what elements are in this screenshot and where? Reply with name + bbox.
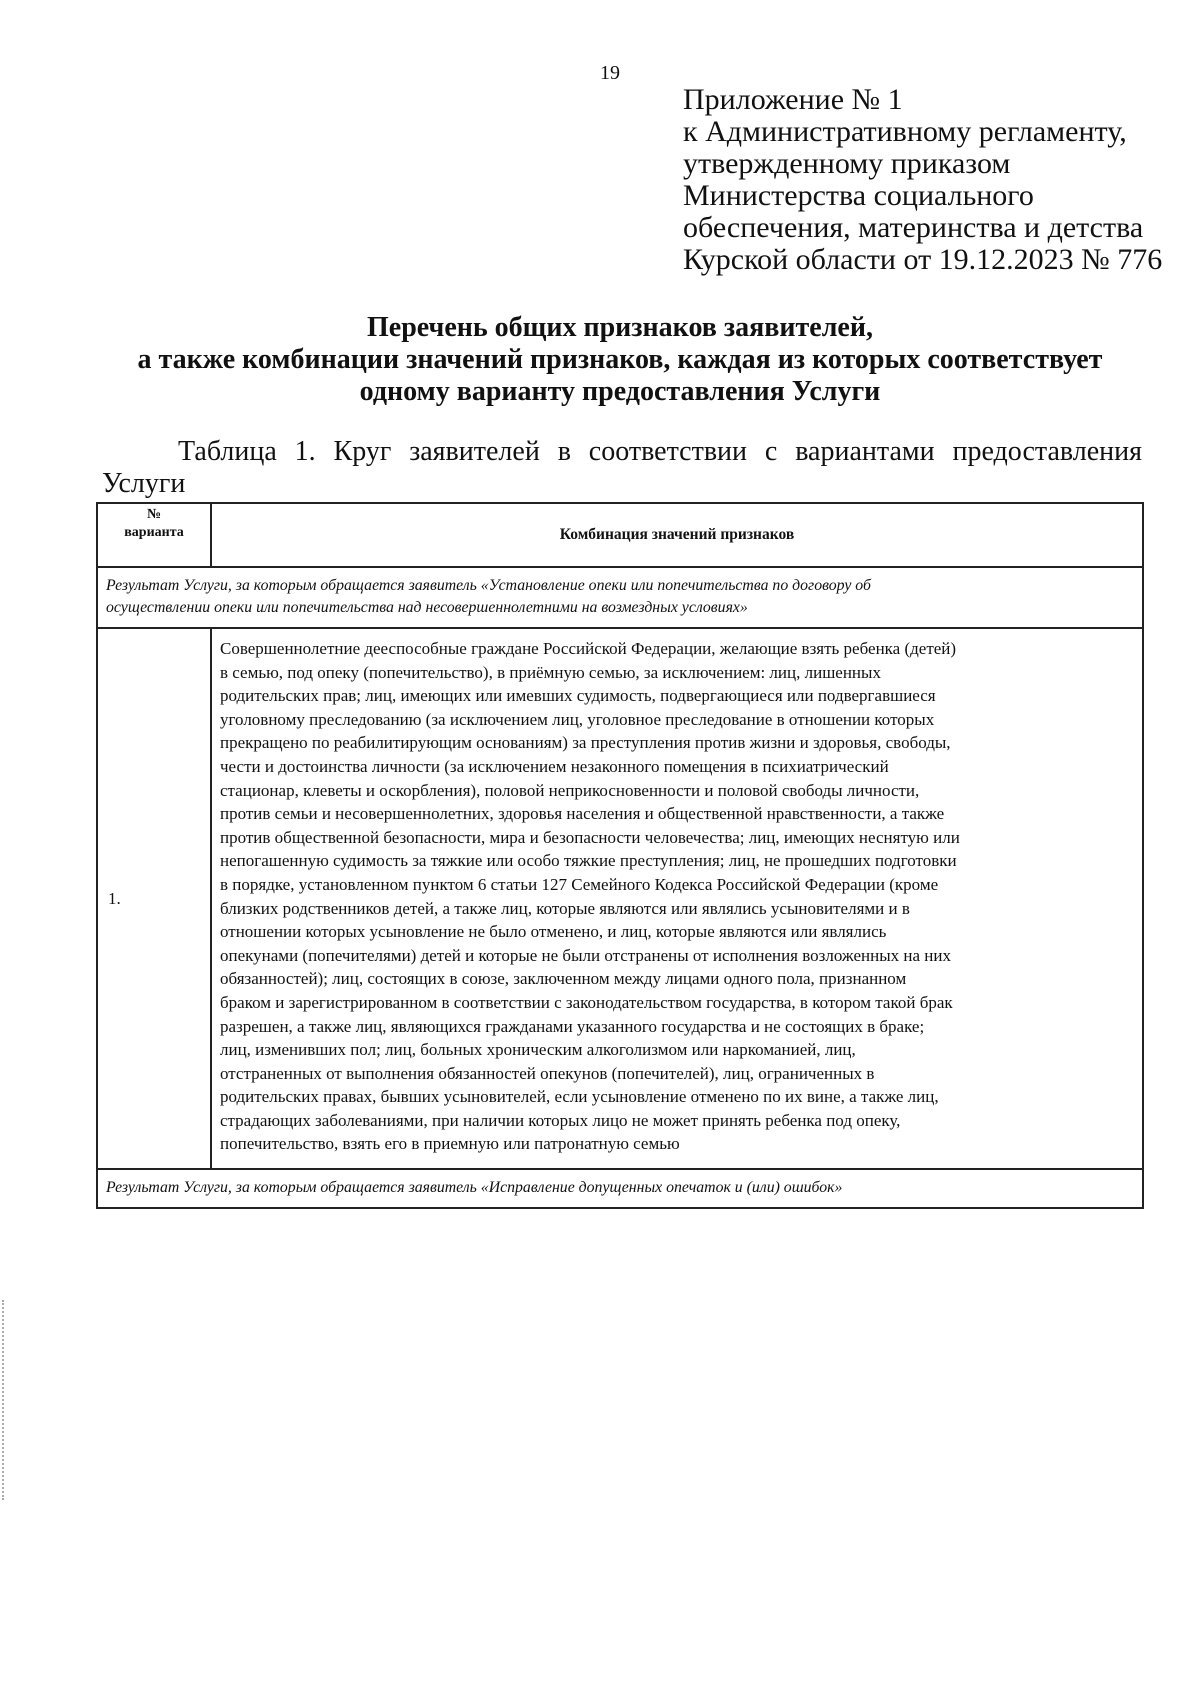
- combination-line: в семью, под опеку (попечительство), в приёмную семью, за исключением: лиц, лишенных: [220, 662, 881, 682]
- appendix-line: Курской области от 19.12.2023 № 776: [683, 243, 1163, 276]
- variant-number-cell: 1.: [97, 628, 211, 1169]
- caption-line: Таблица 1. Круг заявителей в соответствии с вариантами предоставления: [178, 436, 1142, 467]
- service-result-cell: [97, 1169, 1143, 1208]
- result-line: Результат Услуги, за которым обращается заявитель «Установление опеки или попечительства по договору об: [106, 577, 871, 594]
- appendix-line: Министерства социального: [683, 179, 1034, 212]
- title-line: одному варианту предоставления Услуги: [359, 376, 881, 407]
- combination-line: лиц, изменивших пол; лиц, больных хроническим алкоголизмом или наркоманией, лиц,: [220, 1040, 856, 1060]
- combination-line: прекращено по реабилитирующим основаниям) за преступления против жизни и здоровья, свободы,: [220, 733, 951, 753]
- header-number-sign: №: [146, 507, 162, 522]
- combination-line: непогашенную судимость за тяжкие или особо тяжкие преступления; лиц, не прошедших подготовки: [220, 851, 957, 871]
- title-line: Перечень общих признаков заявителей,: [367, 312, 873, 343]
- table-header-row: [97, 503, 1143, 567]
- table-row: [97, 567, 1143, 628]
- scan-margin-artifact: [2, 1300, 6, 1500]
- combination-line: попечительство, взять его в приемную или патронатную семью: [220, 1134, 680, 1154]
- combination-line: страдающих заболеваниями, при наличии которых лицо не может принять ребенка под опеку,: [220, 1110, 901, 1130]
- table-row: [97, 628, 1143, 1169]
- appendix-line: Приложение № 1: [683, 83, 903, 116]
- header-variant-number: [97, 503, 211, 567]
- combination-line: Совершеннолетние дееспособные граждане Российской Федерации, желающие взять ребенка (детей): [220, 639, 957, 658]
- title-line: а также комбинации значений признаков, каждая из которых соответствует: [137, 344, 1103, 375]
- combination-line: родительских прав; лиц, имеющих или имевших судимость, подвергающиеся или подвергавшиеся: [220, 686, 936, 706]
- table-row: [97, 1169, 1143, 1208]
- combination-line: уголовному преследованию (за исключением лиц, уголовное преследование в отношении которых: [220, 709, 935, 729]
- combination-line: опекунами (попечителями) детей и которые не были отстранены от исполнения возложенных на них: [220, 945, 951, 965]
- appendix-line: утвержденному приказом: [683, 147, 1011, 180]
- combination-line: родительских правах, бывших усыновителей, если усыновление отменено по их вине, а также лиц,: [220, 1087, 939, 1107]
- header-variant-label: варианта: [124, 525, 184, 540]
- document-title: [100, 312, 1140, 408]
- combination-line: браком и зарегистрированном в соответствии с законодательством государства, в котором такой брак: [220, 992, 953, 1012]
- applicants-table: [96, 502, 1144, 1209]
- table-caption: [102, 436, 1142, 500]
- result-line: Результат Услуги, за которым обращается заявитель «Исправление допущенных опечаток и (или) ошибок»: [106, 1179, 843, 1197]
- page-number: 19: [600, 62, 620, 84]
- combination-line: против общественной безопасности, мира и безопасности человечества; лиц, имеющих неснятую или: [220, 827, 960, 847]
- appendix-line: обеспечения, материнства и детства: [683, 211, 1144, 244]
- result-line: осуществлении опеки или попечительства над несовершеннолетними на возмездных условиях»: [106, 599, 748, 616]
- combination-cell: [211, 628, 1143, 1169]
- header-combination: Комбинация значений признаков: [211, 503, 1143, 567]
- combination-line: обязанностей); лиц, состоящих в союзе, заключенном между лицами одного пола, признанном: [220, 969, 907, 989]
- combination-line: чести и достоинства личности (за исключением незаконного помещения в психиатрический: [220, 756, 889, 776]
- combination-line: стационар, клеветы и оскорбления), половой неприкосновенности и половой свободы личности,: [220, 780, 920, 800]
- combination-line: против семьи и несовершеннолетних, здоровья населения и общественной нравственности, а также: [220, 804, 945, 824]
- service-result-cell: [97, 567, 1143, 628]
- combination-line: отношении которых усыновление не было отменено, и лиц, которые являются или являлись: [220, 922, 887, 942]
- combination-line: в порядке, установленном пунктом 6 статьи 127 Семейного Кодекса Российской Федерации (кроме: [220, 874, 939, 894]
- combination-line: близких родственников детей, а также лиц, которые являются или являлись усыновителями и в: [220, 898, 910, 918]
- appendix-line: к Административному регламенту,: [683, 115, 1127, 148]
- caption-line: Услуги: [102, 468, 186, 499]
- appendix-header: [683, 84, 1183, 276]
- combination-line: разрешен, а также лиц, являющихся гражданами указанного государства и не состоящих в браке;: [220, 1016, 925, 1036]
- combination-line: отстраненных от выполнения обязанностей опекунов (попечителей), лиц, ограниченных в: [220, 1063, 875, 1083]
